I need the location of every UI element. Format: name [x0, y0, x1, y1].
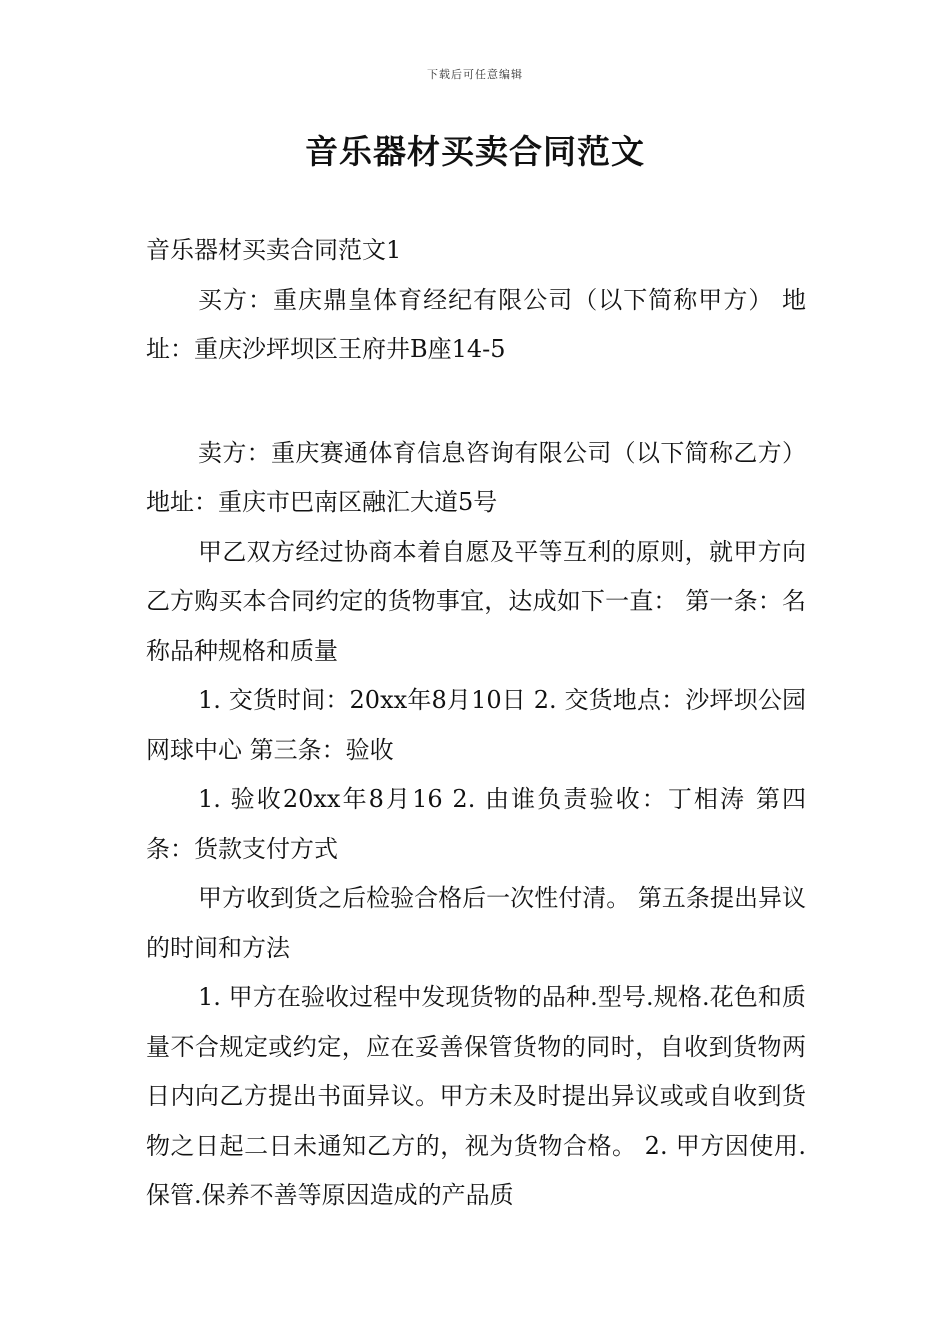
delivery-paragraph: 1. 交货时间：20xx年8月10日 2. 交货地点：沙坪坝公园网球中心 第三条：验收 [146, 686, 806, 764]
inspection-paragraph: 1. 验收20xx年8月16 2. 由谁负责验收：丁相涛 第四条：货款支付方式 [146, 785, 806, 863]
header-note: 下载后可任意编辑 [427, 68, 523, 81]
agreement-paragraph: 甲乙双方经过协商本着自愿及平等互利的原则，就甲方向乙方购买本合同约定的货物事宜，达成如下一直： 第一条：名称品种规格和质量 [146, 537, 806, 665]
section-heading: 音乐器材买卖合同范文1 [146, 236, 402, 264]
buyer-paragraph: 买方：重庆鼎皇体育经纪有限公司（以下简称甲方） 地址：重庆沙坪坝区王府井B座14-5 [146, 285, 806, 363]
payment-paragraph: 甲方收到货之后检验合格后一次性付清。 第五条提出异议的时间和方法 [146, 884, 806, 962]
objection-paragraph: 1. 甲方在验收过程中发现货物的品种.型号.规格.花色和质量不合规定或约定，应在妥善保管货物的同时，自收到货物两日内向乙方提出书面异议。甲方未及时提出异议或或自收到货物之日起二日未通知乙方的，视为货物合格。 2. 甲方因使用.保管.保养不善等原因造成的产品质 [146, 983, 806, 1209]
document-title: 音乐器材买卖合同范文 [305, 132, 645, 171]
document-body [146, 226, 806, 1221]
seller-paragraph: 卖方：重庆赛通体育信息咨询有限公司（以下简称乙方） 地址：重庆市巴南区融汇大道5号 [146, 438, 806, 516]
